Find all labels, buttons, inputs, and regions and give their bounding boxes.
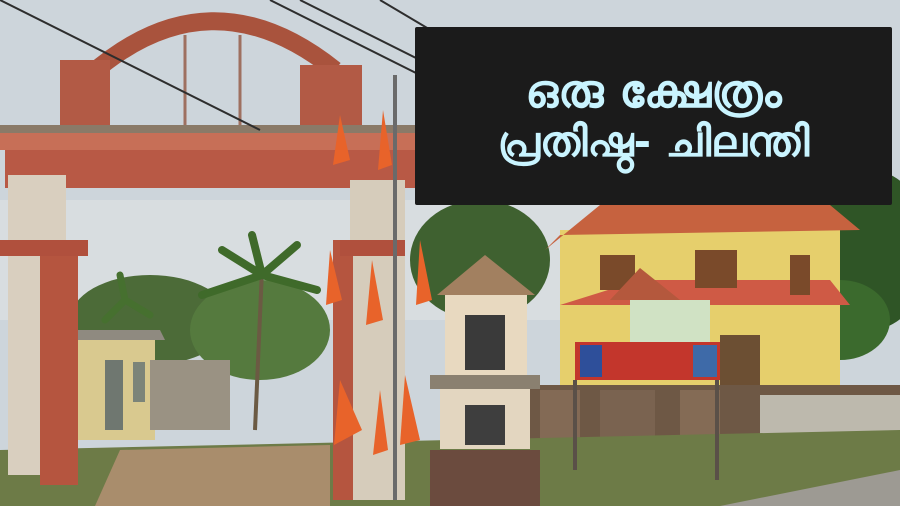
title-line-1: ഒരു ക്ഷേത്രം [525,64,782,119]
title-overlay [415,27,892,205]
dirt-path [95,445,330,506]
title-line-2: പ്രതിഷ്ഠ- ചിലന്തി [497,117,810,167]
small-shrine [430,255,540,506]
